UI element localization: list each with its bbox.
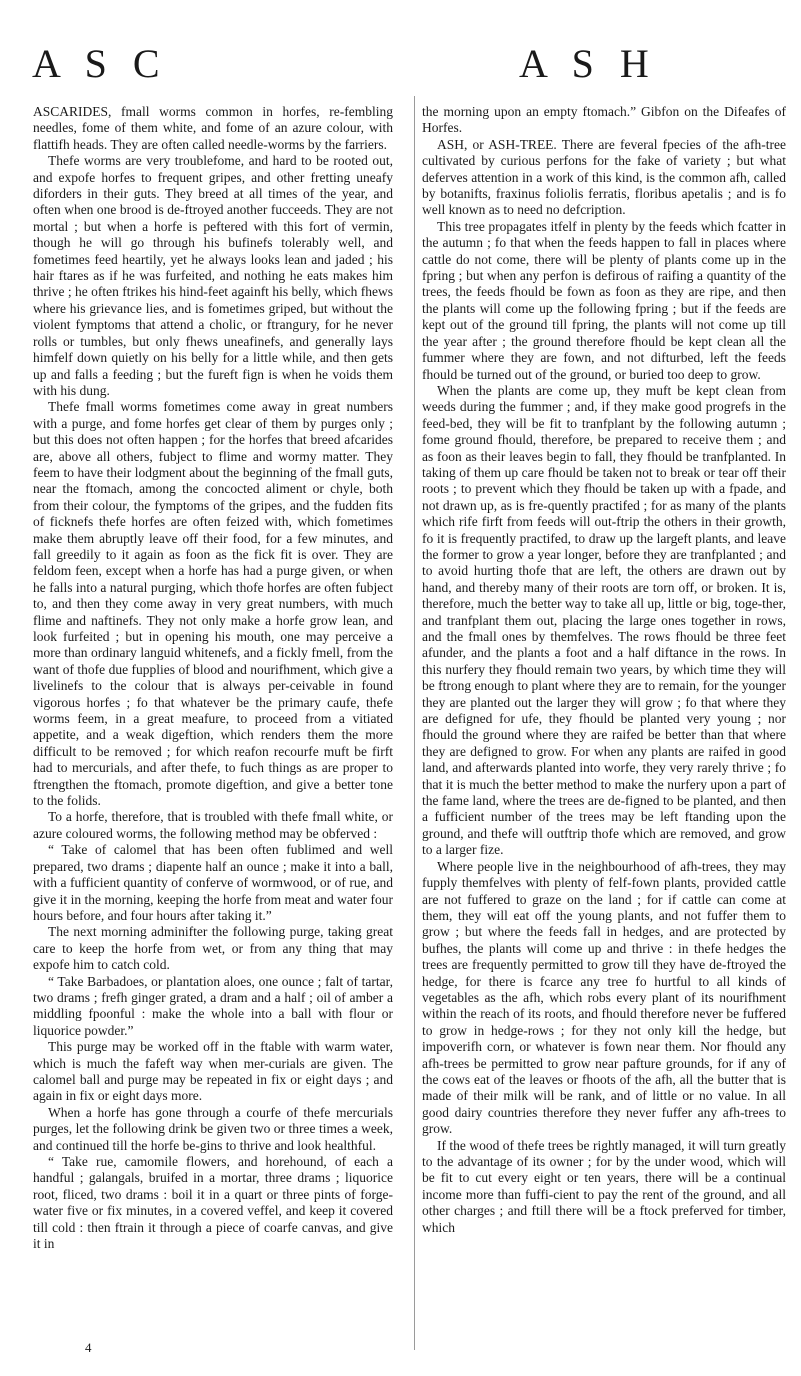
paragraph: This tree propagates itfelf in plenty by the feeds which fcatter in the autumn ; fo that when the feeds happen to fall in places where cattle do not come, there will be plenty of plants come up in the fpring ; but when any perfon is defirous of raifing a quantity of the trees, the feeds fhould be fown as foon as they are ripe, and then the plants will come up the following fpring ; but if the feeds are kept out of the ground till fpring, the plants will not come up till the year after ; the ground therefore fhould be kept clean all the fummer where they are fown, and not difturbed, left the feeds fhould be turned out of the ground, or buried too deep to grow. (422, 218, 786, 382)
paragraph: “ Take Barbadoes, or plantation aloes, one ounce ; falt of tartar, two drams ; frefh ginger grated, a dram and a half ; oil of amber a middling fpoonful : make the whole into a ball with flour or liquorice powder.” (33, 973, 393, 1038)
paragraph: Thefe worms are very troublefome, and hard to be rooted out, and expofe horfes to frequent gripes, and other fretting uneafy diforders in their guts. They breed at all times of the year, and often when one brood is de-ftroyed another fucceeds. They are not mortal ; but when a horfe is peftered with this fort of vermin, though he will go through his bufinefs tolerably well, and fometimes feed heartily, yet he always looks lean and jaded ; his hair ftares as if he was furfeited, and nothing he eats makes him thrive ; he often ftrikes his hind-feet againft his belly, which fhews where his grievance lies, and is fometimes griped, but without the violent fymptoms that attend a cholic, or ftrangury, for he never rolls or tumbles, but only fhews uneafinefs, and generally lays himfelf down quietly on his belly for a little while, and then gets up and falls a feeding ; but the fureft fign is when he voids them with his dung. (33, 153, 393, 398)
paragraph: Where people live in the neighbourhood of afh-trees, they may fupply themfelves with plenty of felf-fown plants, provided cattle are not fuffered to graze on the land ; for if cattle can come at them, they will eat off the young plants, and not fuffer them to grow ; but where the feeds fall in hedges, and are protected by bufhes, the plants will come up and thrive : in thefe hedges the trees are frequently permitted to grow till they have de-ftroyed the hedge, for there is fcarce any tree fo hurtful to all kinds of vegetables as the afh, which robs every plant of its nourifhment within the reach of its roots, and fhould therefore never be fuffered to grow in hedge-rows ; for they not only kill the hedge, but impoverifh corn, or whatever is fown near them. Nor fhould any afh-trees be permitted to grow near pafture grounds, for if any of the cows eat of the leaves or fhoots of the afh, all the butter that is made of their milk will be rank, and of little or no value. In all good dairy countries therefore they never fuffer any afh-trees to grow. (422, 858, 786, 1137)
right-column (422, 104, 786, 1236)
paragraph: Thefe fmall worms fometimes come away in great numbers with a purge, and fome horfes get clear of them by purges only ; but this does not often happen ; for the horfes that breed afcarides are, above all others, fubject to flime and wormy matter. They feem to have their lodgment about the beginning of the fmall guts, near the ftomach, among the concocted aliment or chyle, both from their colour, the fymptoms of the gripes, and the fudden fits of ficknefs thefe horfes are often feized with, which fometimes make them abruptly leave off their food, for a few minutes, and fall greedily to it again as foon as the fick fit is over. They are feldom feen, except when a horfe has had a purge given, or when he falls into a natural purging, which thofe horfes are often fubject to, and then they come away in very great numbers, with much flime and naftinefs. They not only make a horfe grow lean, and look furfeited ; but in opening his mouth, one may perceive a more than ordinary languid whitenefs, and a fickly fmell, from the want of thofe due fupplies of blood and nourifhment, which give a livelinefs to the colour that is always per-ceivable in found vigorous horfes ; fo that whatever be the primary caufe, thefe worms feem, in a great meafure, to proceed from a vitiated appetite, and a weak digeftion, which renders them the more difficult to be removed ; for which reafon recourfe muft be firft had to mercurials, and after thefe, to fuch things as are proper to ftrengthen the ftomach, promote digeftion, and give a better tone to the folids. (33, 399, 393, 809)
paragraph: When a horfe has gone through a courfe of thefe mercurials purges, let the following drink be given two or three times a week, and continued till the horfe be-gins to thrive and look healthful. (33, 1104, 393, 1153)
paragraph: If the wood of thefe trees be rightly managed, it will turn greatly to the advantage of its owner ; for by the under wood, which will be fit to cut every eight or ten years, there will be a continual income more than fuffi-cient to pay the rent of the ground, and all other charges ; and ftill there will be a ftock preferved for timber, which (422, 1137, 786, 1235)
running-head-right: A S H (519, 41, 657, 86)
paragraph: ASCARIDES, fmall worms common in horfes, re-fembling needles, fome of them white, and fome of an azure colour, with flattifh heads. They are often called needle-worms by the farriers. (33, 104, 393, 152)
paragraph: “ Take of calomel that has been often fublimed and well prepared, two drams ; diapente half an ounce ; make it into a ball, with a fufficient quantity of conferve of wormwood, or of rue, and give it in the morning, keeping the horfe from meat and water four hours before, and four hours after taking it.” (33, 842, 393, 923)
paragraph: To a horfe, therefore, that is troubled with thefe fmall white, or azure coloured worms, the following method may be obferved : (33, 809, 393, 841)
paragraph: the morning upon an empty ftomach.” Gibfon on the Difeafes of Horfes. (422, 104, 786, 136)
running-head (0, 38, 801, 90)
running-head-left: A S C (32, 41, 168, 86)
left-column (33, 104, 393, 1252)
column-divider (414, 96, 415, 1350)
paragraph: ASH, or ASH-TREE. There are feveral fpecies of the afh-tree cultivated by curious perfons for the fake of variety ; but what deferves attention in a work of this kind, is the common afh, called by botanifts, fraxinus foliolis ferratis, floribus apetalis ; and is fo well known as to need no defcription. (422, 136, 786, 218)
paragraph: The next morning adminifter the following purge, taking great care to keep the horfe from wet, or from any thing that may expofe him to catch cold. (33, 924, 393, 973)
paragraph: When the plants are come up, they muft be kept clean from weeds during the fummer ; and, if they make good progrefs in the feed-bed, they will be fit to tranfplant by the following autumn ; fome ground fhould, therefore, be prepared to receive them ; and as foon as their leaves begin to fall, they fhould be tranfplanted. In taking of them up care fhould be taken not to break or tear off their roots ; to prevent which they fhould be taken up with a fpade, and not drawn up, as is fre-quently practifed ; for as many of the plants which rife firft from feeds will out-ftrip the others in their growth, fo it is frequently practifed, to draw up the largeft plants, and leave the former to grow a year longer, before they are tranfplanted ; and to avoid hurting thofe that are left, the others are drawn out by hand, and thereby many of their roots are torn off, or broken. It is, therefore, much the better way to take all up, little or big, toge-ther, and tranfplant them out, placing the large ones together in rows, and the fmall ones by themfelves. The rows fhould be three feet afunder, and the plants a foot and a half diftance in the rows. In this nurfery they fhould remain two years, by which time they will be ftrong enough to plant where they are to remain, for the younger they are planted out the larger they will grow ; fo that where they are defigned for ufe, they fhould be planted very young ; nor fhould the ground where they are raifed be better than that where they are defigned to grow. For when any plants are raifed in good land, and afterwards planted into worfe, they very rarely thrive ; fo that it is much the better method to make the nurfery upon a part of the fame land, where the trees are de-figned to be planted, and then a fufficient number of the trees may be left ftanding upon the ground, and thefe will outftrip thofe which are removed, and grow to a larger fize. (422, 382, 786, 858)
page-number: 4 (85, 1340, 92, 1355)
paragraph: This purge may be worked off in the ftable with warm water, which is much the fafeft way when mer-curials are given. The calomel ball and purge may be repeated in fix or eight days ; and again in fix or eight days more. (33, 1039, 393, 1104)
paragraph: “ Take rue, camomile flowers, and horehound, of each a handful ; galangals, bruifed in a mortar, three drams ; liquorice root, fliced, two drams : boil it in a quart or three pints of forge-water five or fix minutes, in a covered veffel, and keep it covered till cold : then ftrain it through a piece of coarfe canvas, and give it in (33, 1154, 393, 1252)
